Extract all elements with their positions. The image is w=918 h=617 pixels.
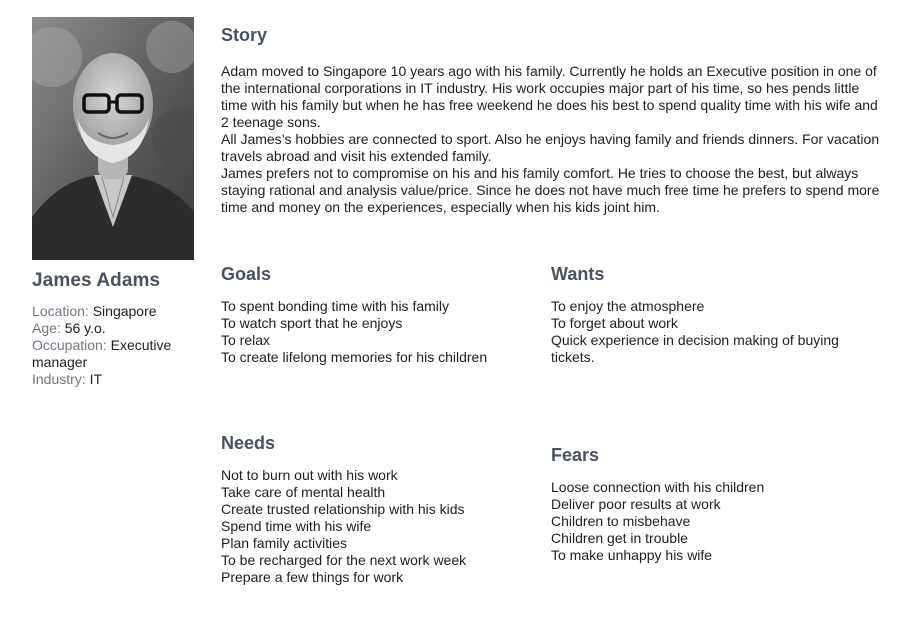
occupation-label: Occupation: [32, 337, 107, 353]
story-paragraph: Adam moved to Singapore 10 years ago with his family. Currently he holds an Executive position in one of the international corporations in IT industry. His work occupies major part of his time, so hes pends little time with his family but when he has free weekend he does his best to spend quality time with his wife and 2 teenage sons. [221, 63, 878, 130]
story-text [221, 63, 883, 216]
industry-row [32, 371, 192, 388]
persona-details [32, 303, 192, 388]
need-item: Spend time with his wife [221, 518, 372, 534]
goal-item: To create lifelong memories for his children [221, 349, 488, 365]
goals-list [221, 298, 531, 366]
occupation-row [32, 337, 192, 371]
goal-item: To relax [221, 332, 271, 348]
need-item: Create trusted relationship with his kids [221, 501, 465, 517]
fears-title: Fears [551, 445, 600, 465]
need-item: Not to burn out with his work [221, 467, 398, 483]
goals-title: Goals [221, 264, 272, 284]
story-paragraph: All James’s hobbies are connected to sport. Also he enjoys having family and friends dinners. For vacation travels abroad and visit his extended family. [221, 131, 880, 164]
goal-item: To watch sport that he enjoys [221, 315, 403, 331]
persona-name: James Adams [32, 270, 161, 291]
fears-list [551, 479, 871, 564]
story-paragraph: James prefers not to compromise on his and his family comfort. He tries to choose the best, but always staying rational and analysis value/price. Since he does not have much free time he prefers to spend more time and money on the experiences, especially when his kids joint him. [221, 165, 880, 215]
fear-item: Children get in trouble [551, 530, 688, 546]
fear-item: Children to misbehave [551, 513, 691, 529]
fear-item: To make unhappy his wife [551, 547, 713, 563]
goal-item: To spent bonding time with his family [221, 298, 449, 314]
story-title: Story [221, 25, 268, 45]
location-row [32, 303, 192, 320]
want-item: Quick experience in decision making of buying tickets. [551, 332, 839, 365]
needs-list [221, 467, 531, 586]
need-item: Prepare a few things for work [221, 569, 404, 585]
industry-label: Industry: [32, 371, 86, 387]
need-item: To be recharged for the next work week [221, 552, 467, 568]
age-label: Age: [32, 320, 61, 336]
industry-value: IT [89, 371, 103, 387]
profile-photo [32, 17, 194, 260]
occupation-value: Executive manager [32, 337, 172, 370]
needs-title: Needs [221, 433, 276, 453]
fear-item: Deliver poor results at work [551, 496, 721, 512]
want-item: To forget about work [551, 315, 678, 331]
wants-title: Wants [551, 264, 605, 284]
age-value: 56 y.o. [64, 320, 106, 336]
location-label: Location: [32, 303, 89, 319]
want-item: To enjoy the atmosphere [551, 298, 705, 314]
need-item: Take care of mental health [221, 484, 386, 500]
age-row [32, 320, 192, 337]
need-item: Plan family activities [221, 535, 348, 551]
fear-item: Loose connection with his children [551, 479, 765, 495]
wants-list [551, 298, 871, 366]
location-value: Singapore [92, 303, 157, 319]
